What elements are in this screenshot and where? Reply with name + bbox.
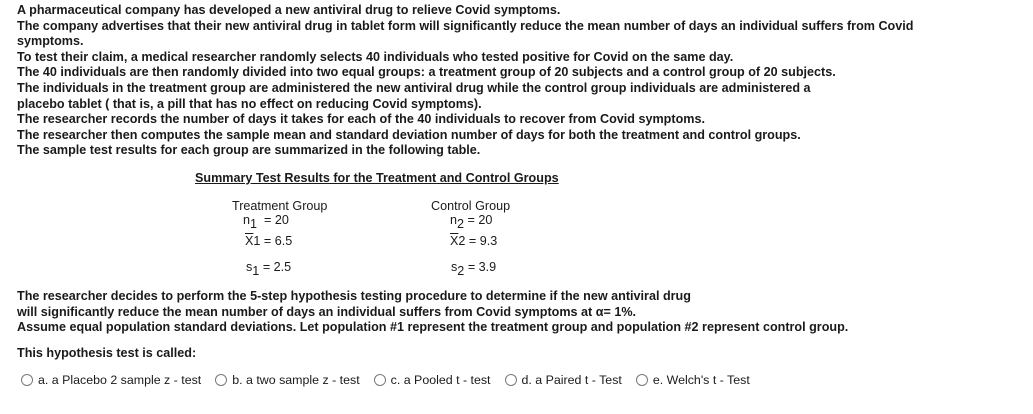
s-symbol: s [451, 260, 458, 274]
s-symbol: s [246, 260, 253, 274]
treatment-mean [245, 233, 292, 249]
s-subscript: 1 [252, 264, 260, 278]
intro-line: A pharmaceutical company has developed a new antiviral drug to relieve Covid symptoms. [17, 3, 561, 17]
s-subscript: 2 [457, 264, 465, 278]
summary-table-title: Summary Test Results for the Treatment and Control Groups [195, 171, 559, 185]
intro-line: symptoms. [17, 34, 84, 49]
intro-line: To test their claim, a medical researcher randomly selects 40 individuals who tested positive for Covid on the same day. [17, 49, 734, 64]
radio-button[interactable] [215, 374, 227, 386]
option-d[interactable] [505, 373, 622, 387]
radio-button[interactable] [21, 374, 33, 386]
assumption-line: Assume equal population standard deviations. Let population #1 represent the treatment group and population #2 represent control group. [17, 320, 849, 335]
radio-button[interactable] [636, 374, 648, 386]
intro-line: The company advertises that their new antiviral drug in tablet form will significantly reduce the mean number of days an individual suffers from Covid [17, 18, 914, 33]
question-prompt: This hypothesis test is called: [17, 346, 197, 360]
treatment-sd [246, 259, 292, 278]
intro-line: The researcher then computes the sample mean and standard deviation number of days for both the treatment and control groups. [17, 127, 801, 142]
intro-line: placebo tablet ( that is, a pill that has no effect on reducing Covid symptoms). [17, 96, 482, 111]
intro-line: The 40 individuals are then randomly divided into two equal groups: a treatment group of 20 subjects and a control group of 20 subjects. [17, 65, 836, 80]
intro-line: The sample test results for each group are summarized in the following table. [17, 143, 481, 158]
intro-line: The researcher records the number of days it takes for each of the 40 individuals to recover from Covid symptoms. [17, 112, 705, 127]
control-group-heading: Control Group [431, 199, 511, 213]
treatment-group-column [232, 198, 372, 278]
mean-value: 2 = 9.3 [458, 234, 498, 248]
option-c[interactable] [374, 373, 491, 387]
xbar-symbol: $\overline{X}$ [450, 234, 459, 248]
control-mean [450, 233, 497, 249]
n-symbol: n [450, 213, 458, 227]
treatment-n [243, 212, 289, 231]
option-a[interactable] [21, 373, 201, 387]
option-label: c. a Pooled t - test [390, 373, 491, 387]
option-b[interactable] [215, 373, 359, 387]
control-group-column [431, 198, 571, 278]
treatment-group-heading: Treatment Group [232, 199, 328, 213]
s-value: = 2.5 [262, 260, 292, 274]
option-label: b. a two sample z - test [232, 373, 360, 387]
control-n [450, 212, 493, 231]
n-symbol: n [243, 213, 251, 227]
s-value: = 3.9 [467, 260, 497, 274]
option-label: d. a Paired t - Test [521, 373, 622, 387]
mean-value: 1 = 6.5 [253, 234, 293, 248]
option-label: e. Welch's t - Test [652, 373, 750, 387]
assumption-line: will significantly reduce the mean number of days an individual suffers from Covid symptoms at α= 1%. [17, 304, 637, 319]
n-value: = 20 [467, 213, 493, 227]
problem-intro [17, 3, 1017, 159]
radio-button[interactable] [374, 374, 386, 386]
answer-options [21, 373, 764, 387]
option-e[interactable] [636, 373, 750, 387]
n-subscript: 1 [250, 217, 258, 231]
problem-assumptions [17, 289, 848, 336]
xbar-symbol: $\overline{X}$ [245, 234, 254, 248]
n-subscript: 2 [457, 217, 465, 231]
assumption-line: The researcher decides to perform the 5-step hypothesis testing procedure to determine if the new antiviral drug [17, 289, 691, 303]
option-label: a. a Placebo 2 sample z - test [38, 373, 202, 387]
n-value: = 20 [264, 213, 289, 227]
intro-line: The individuals in the treatment group are administered the new antiviral drug while the control group individuals are administered a [17, 80, 811, 95]
radio-button[interactable] [505, 374, 517, 386]
control-sd [451, 259, 497, 278]
